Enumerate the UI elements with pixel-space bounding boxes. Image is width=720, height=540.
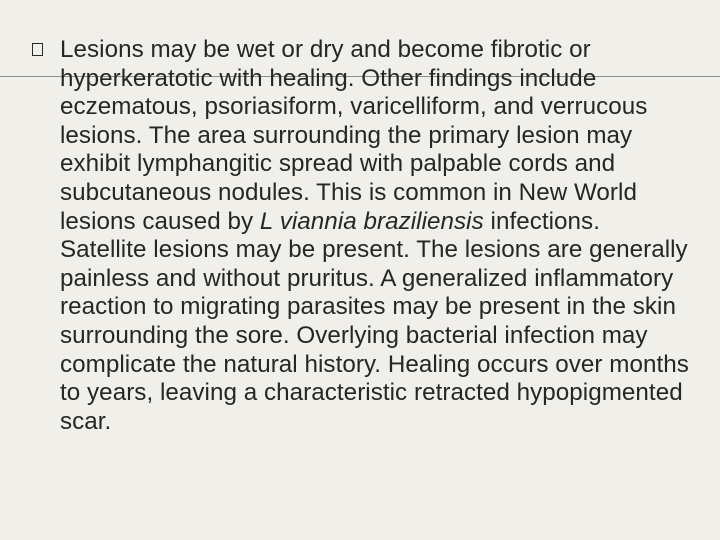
paragraph-text-part-2: infections. Satellite lesions may be present. The lesions are generally painless and without pruritus. A generalized inflammatory reaction to migrating parasites may be present in the skin surrounding the sore. Overlying bacterial infection may complicate the natural history. Healing occurs over months to years, leaving a characteristic retracted hypopigmented scar. [60, 207, 689, 435]
species-name-italic: L viannia braziliensis [259, 207, 484, 235]
bullet-paragraph [60, 36, 692, 436]
paragraph-text-part-1: Lesions may be wet or dry and become fibrotic or hyperkeratotic with healing. Other findings include eczematous, psoriasiform, varicelliform, and verrucous lesions. The area surrounding the primary lesion may exhibit lymphangitic spread with palpable cords and subcutaneous nodules. This is common in New World lesions caused by [60, 36, 648, 235]
empty-square-bullet-icon [30, 40, 48, 60]
